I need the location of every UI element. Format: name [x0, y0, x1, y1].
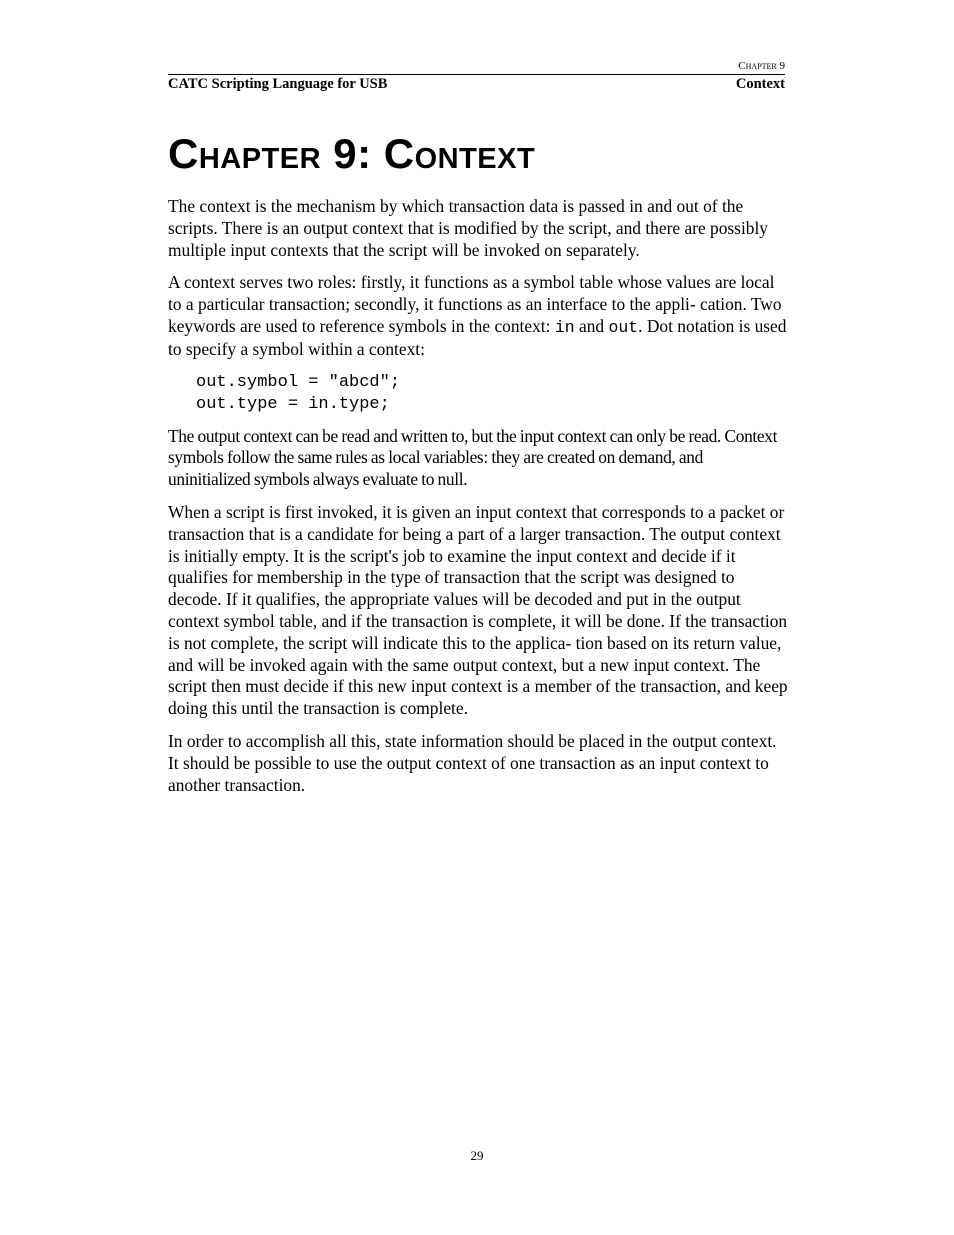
paragraph-4: When a script is first invoked, it is given an input context that corresponds to a packet or transaction that is a candidate for being a part of a larger transaction. The output context is initially empty. It is the script's job to examine the input context and decide if it qualifies for membership in the type of transaction that the script was designed to decode. If it qualifies, the appropriate values will be decoded and put in the output context symbol table, and if the transaction is complete, it will be done. If the transaction is not complete, the script will indicate this to the applica- tion based on its return value, and will be invoked again with the same output context, but a new input context. The script then must decide if this new input context is a member of the transaction, and keep doing this until the transaction is complete. [168, 501, 788, 719]
page-number: 29 [470, 1148, 484, 1163]
running-header [168, 60, 785, 93]
header-row [168, 75, 785, 93]
body-text [168, 196, 788, 807]
paragraph-1: The context is the mechanism by which transaction data is passed in and out of the scripts. There is an output context that is modified by the script, and there are possibly multiple input contexts that the script will be invoked on separately. [168, 196, 769, 260]
paragraph-2-text-b: and [574, 315, 609, 336]
code-line-2: out.type = in.type; [196, 394, 390, 414]
paragraph-5: In order to accomplish all this, state information should be placed in the output context. It should be possible to use the output context of one transaction as an input context to another transaction. [168, 730, 777, 795]
paragraph-2-text-c: . Dot notation is used to specify a symbol within a context: [168, 315, 787, 359]
paragraph-3: The output context can be read and written to, but the input context can only be read. Context symbols follow the same rules as local variables: they are created on demand, and uninitialized symbols always evaluate to null. [168, 425, 778, 490]
header-section-title: Context [735, 76, 785, 92]
keyword-in: in [554, 317, 575, 337]
chapter-title: Chapter 9: Context [168, 130, 536, 177]
code-line-1: out.symbol = "abcd"; [196, 372, 401, 392]
code-example [196, 372, 788, 416]
header-chapter-label-text: Chapter 9 [738, 60, 785, 72]
header-book-title: CATC Scripting Language for USB [168, 76, 388, 92]
paragraph-2 [168, 272, 788, 360]
header-chapter-label [168, 60, 785, 74]
keyword-out: out [608, 317, 639, 337]
paragraph-2-text-a: A context serves two roles: firstly, it functions as a symbol table whose values are local to a particular transaction; secondly, it functions as an interface to the appli- cation. Two keywords are used to reference symbols in the context: [168, 272, 782, 336]
